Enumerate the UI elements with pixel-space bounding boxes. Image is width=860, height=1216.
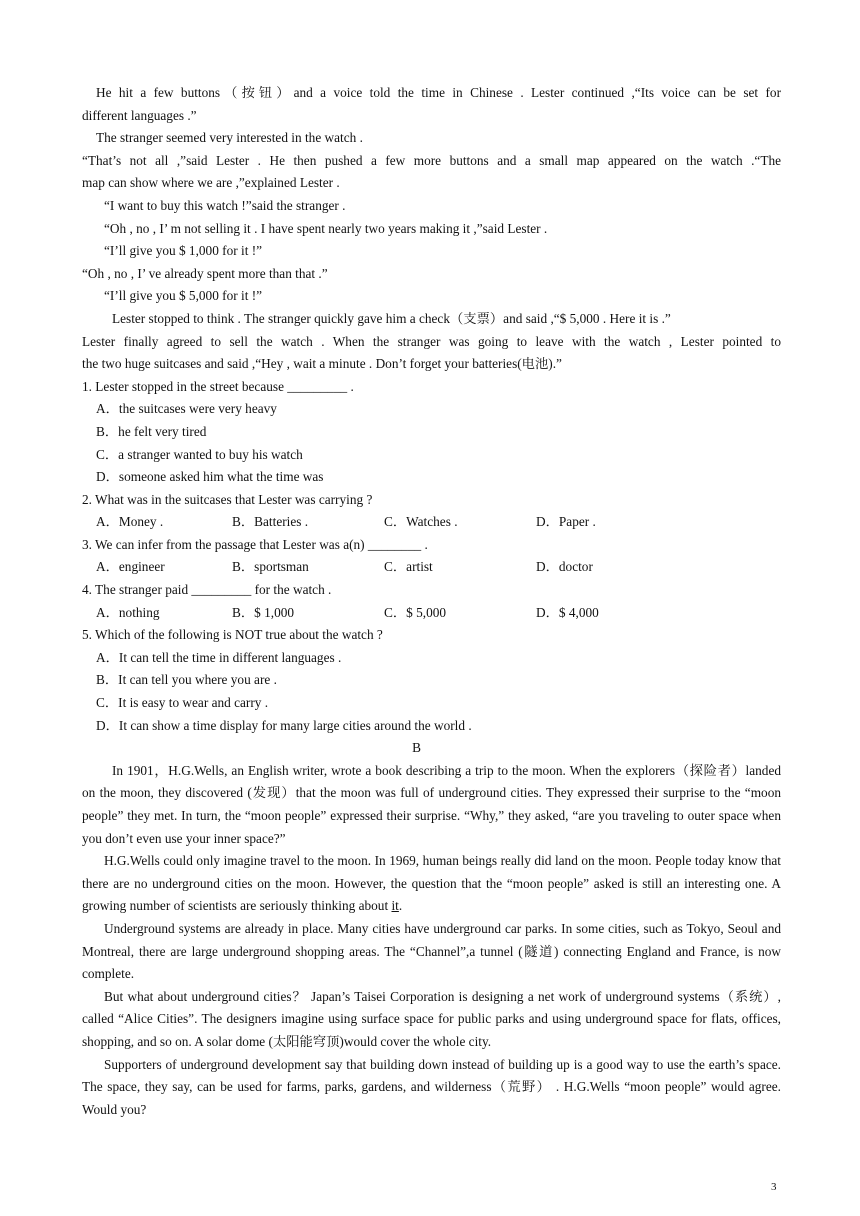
answer-options-row [82,556,781,579]
answer-option: B．sportsman [232,559,309,575]
passage-a-line: “I want to buy this watch !”said the stranger . [104,197,346,213]
answer-option: B．he felt very tired [96,423,207,439]
answer-option: B．$ 1,000 [232,604,295,620]
section-b-paragraph-1 [82,760,781,850]
answer-option: D．$ 4,000 [536,604,599,620]
question-stem: 4. The stranger paid _________ for the watch . [82,582,332,598]
answer-option: C．a stranger wanted to buy his watch [96,446,303,462]
passage-a-line: He hit a few buttons（按钮）and a voice told the time in Chinese . Lester continued ,“Its voice can be set for [96,85,781,100]
passage-a-line: different languages .” [82,107,197,123]
question-stem: 5. Which of the following is NOT true about the watch ? [82,627,383,643]
section-b-paragraph-3 [82,918,781,986]
answer-option: D．It can show a time display for many large cities around the world . [96,717,472,733]
passage-a-line: “I’ll give you $ 1,000 for it !” [104,243,263,259]
passage-a-line: “That’s not all ,”said Lester . He then pushed a few more buttons and a small map appeared on the watch .“The [82,152,781,168]
passage-a-line: “Oh , no , I’ m not selling it . I have spent nearly two years making it ,”said Lester . [104,220,548,236]
section-b-paragraph-5 [82,1054,781,1122]
answer-option: D．someone asked him what the time was [96,469,324,485]
passage-a-line: Lester stopped to think . The stranger quickly gave him a check（支票）and said ,“$ 5,000 . Here it is .” [112,310,671,326]
passage-a-line: “Oh , no , I’ ve already spent more than that .” [82,265,328,281]
document-page [82,82,781,1121]
answer-option: D．Paper . [536,514,596,530]
passage-a-line: The stranger seemed very interested in the watch . [96,130,363,146]
answer-option: C．Watches . [384,514,458,530]
passage-a-line: the two huge suitcases and said ,“Hey , wait a minute . Don’t forget your batteries(电池).” [82,356,562,372]
answer-option: A．nothing [96,604,160,620]
paragraph-text: H.G.Wells could only imagine travel to the moon. In 1969, human beings really did land on the moon. People today know that there are no underground cities on the moon. However, the question that the “moon people” asked is still an interesting one. A growing number of scientists are seriously thinking about [82,853,781,914]
question-stem: 3. We can infer from the passage that Lester was a(n) ________ . [82,536,428,552]
passage-a [82,82,781,376]
passage-a-line: map can show where we are ,”explained Lester . [82,175,340,191]
answer-option: A．the suitcases were very heavy [96,401,277,417]
page-number: 3 [771,1181,777,1193]
answer-option: A．engineer [96,559,165,575]
passage-a-line: Lester finally agreed to sell the watch . When the stranger was going to leave with the watch , Lester pointed to [82,333,781,349]
section-b-paragraph-2 [82,850,781,918]
paragraph-text: In 1901，H.G.Wells, an English writer, wrote a book describing a trip to the moon. When the explorers（探险者）landed on the moon, they discovered (发现）that the moon was full of underground cities. They expressed their surprise to the “moon people” they met. In turn, the “moon people” expressed their surprise. “Why,” they asked, “are you traveling to outer space when you don’t even use your inner space?” [82,762,781,846]
paragraph-text: Underground systems are already in place. Many cities have underground car parks. In some cities, such as Tokyo, Seoul and Montreal, there are large underground shopping areas. The “Channel”,a tunnel (隧道) connecting England and France, is now complete. [82,920,781,982]
answer-option: D．doctor [536,559,593,575]
section-b-paragraph-4 [82,986,781,1054]
question-stem: 1. Lester stopped in the street because _________ . [82,378,354,394]
paragraph-text: But what about underground cities？ Japan’s Taisei Corporation is designing a net work of underground systems（系统）, called “Alice Cities”. The designers imagine using surface space for public parks and using underground space for flats, offices, shopping, and so on. A solar dome (太阳能穹顶)would cover the whole city. [82,988,781,1049]
answer-option: A．It can tell the time in different languages . [96,649,342,665]
answer-option: B．Batteries . [232,514,309,530]
answer-options-row [82,602,781,625]
answer-option: A．Money . [96,514,164,530]
question-stem: 2. What was in the suitcases that Lester was carrying ? [82,491,373,507]
paragraph-text: Supporters of underground development say that building down instead of building up is a good way to use the earth’s space. The space, they say, can be used for farms, parks, gardens, and wilderness（荒野） . H.G.Wells “moon people” would agree. Would you? [82,1056,781,1117]
question-list [82,376,781,738]
section-b-heading: B [412,740,421,756]
answer-option: C．$ 5,000 [384,604,447,620]
answer-option: C．artist [384,559,433,575]
passage-a-line: “I’ll give you $ 5,000 for it !” [104,288,263,304]
paragraph-text-end: . [398,898,403,914]
answer-option: C．It is easy to wear and carry . [96,695,269,711]
underlined-word: it [391,898,399,914]
answer-option: B．It can tell you where you are . [96,672,277,688]
answer-options-row [82,511,781,534]
